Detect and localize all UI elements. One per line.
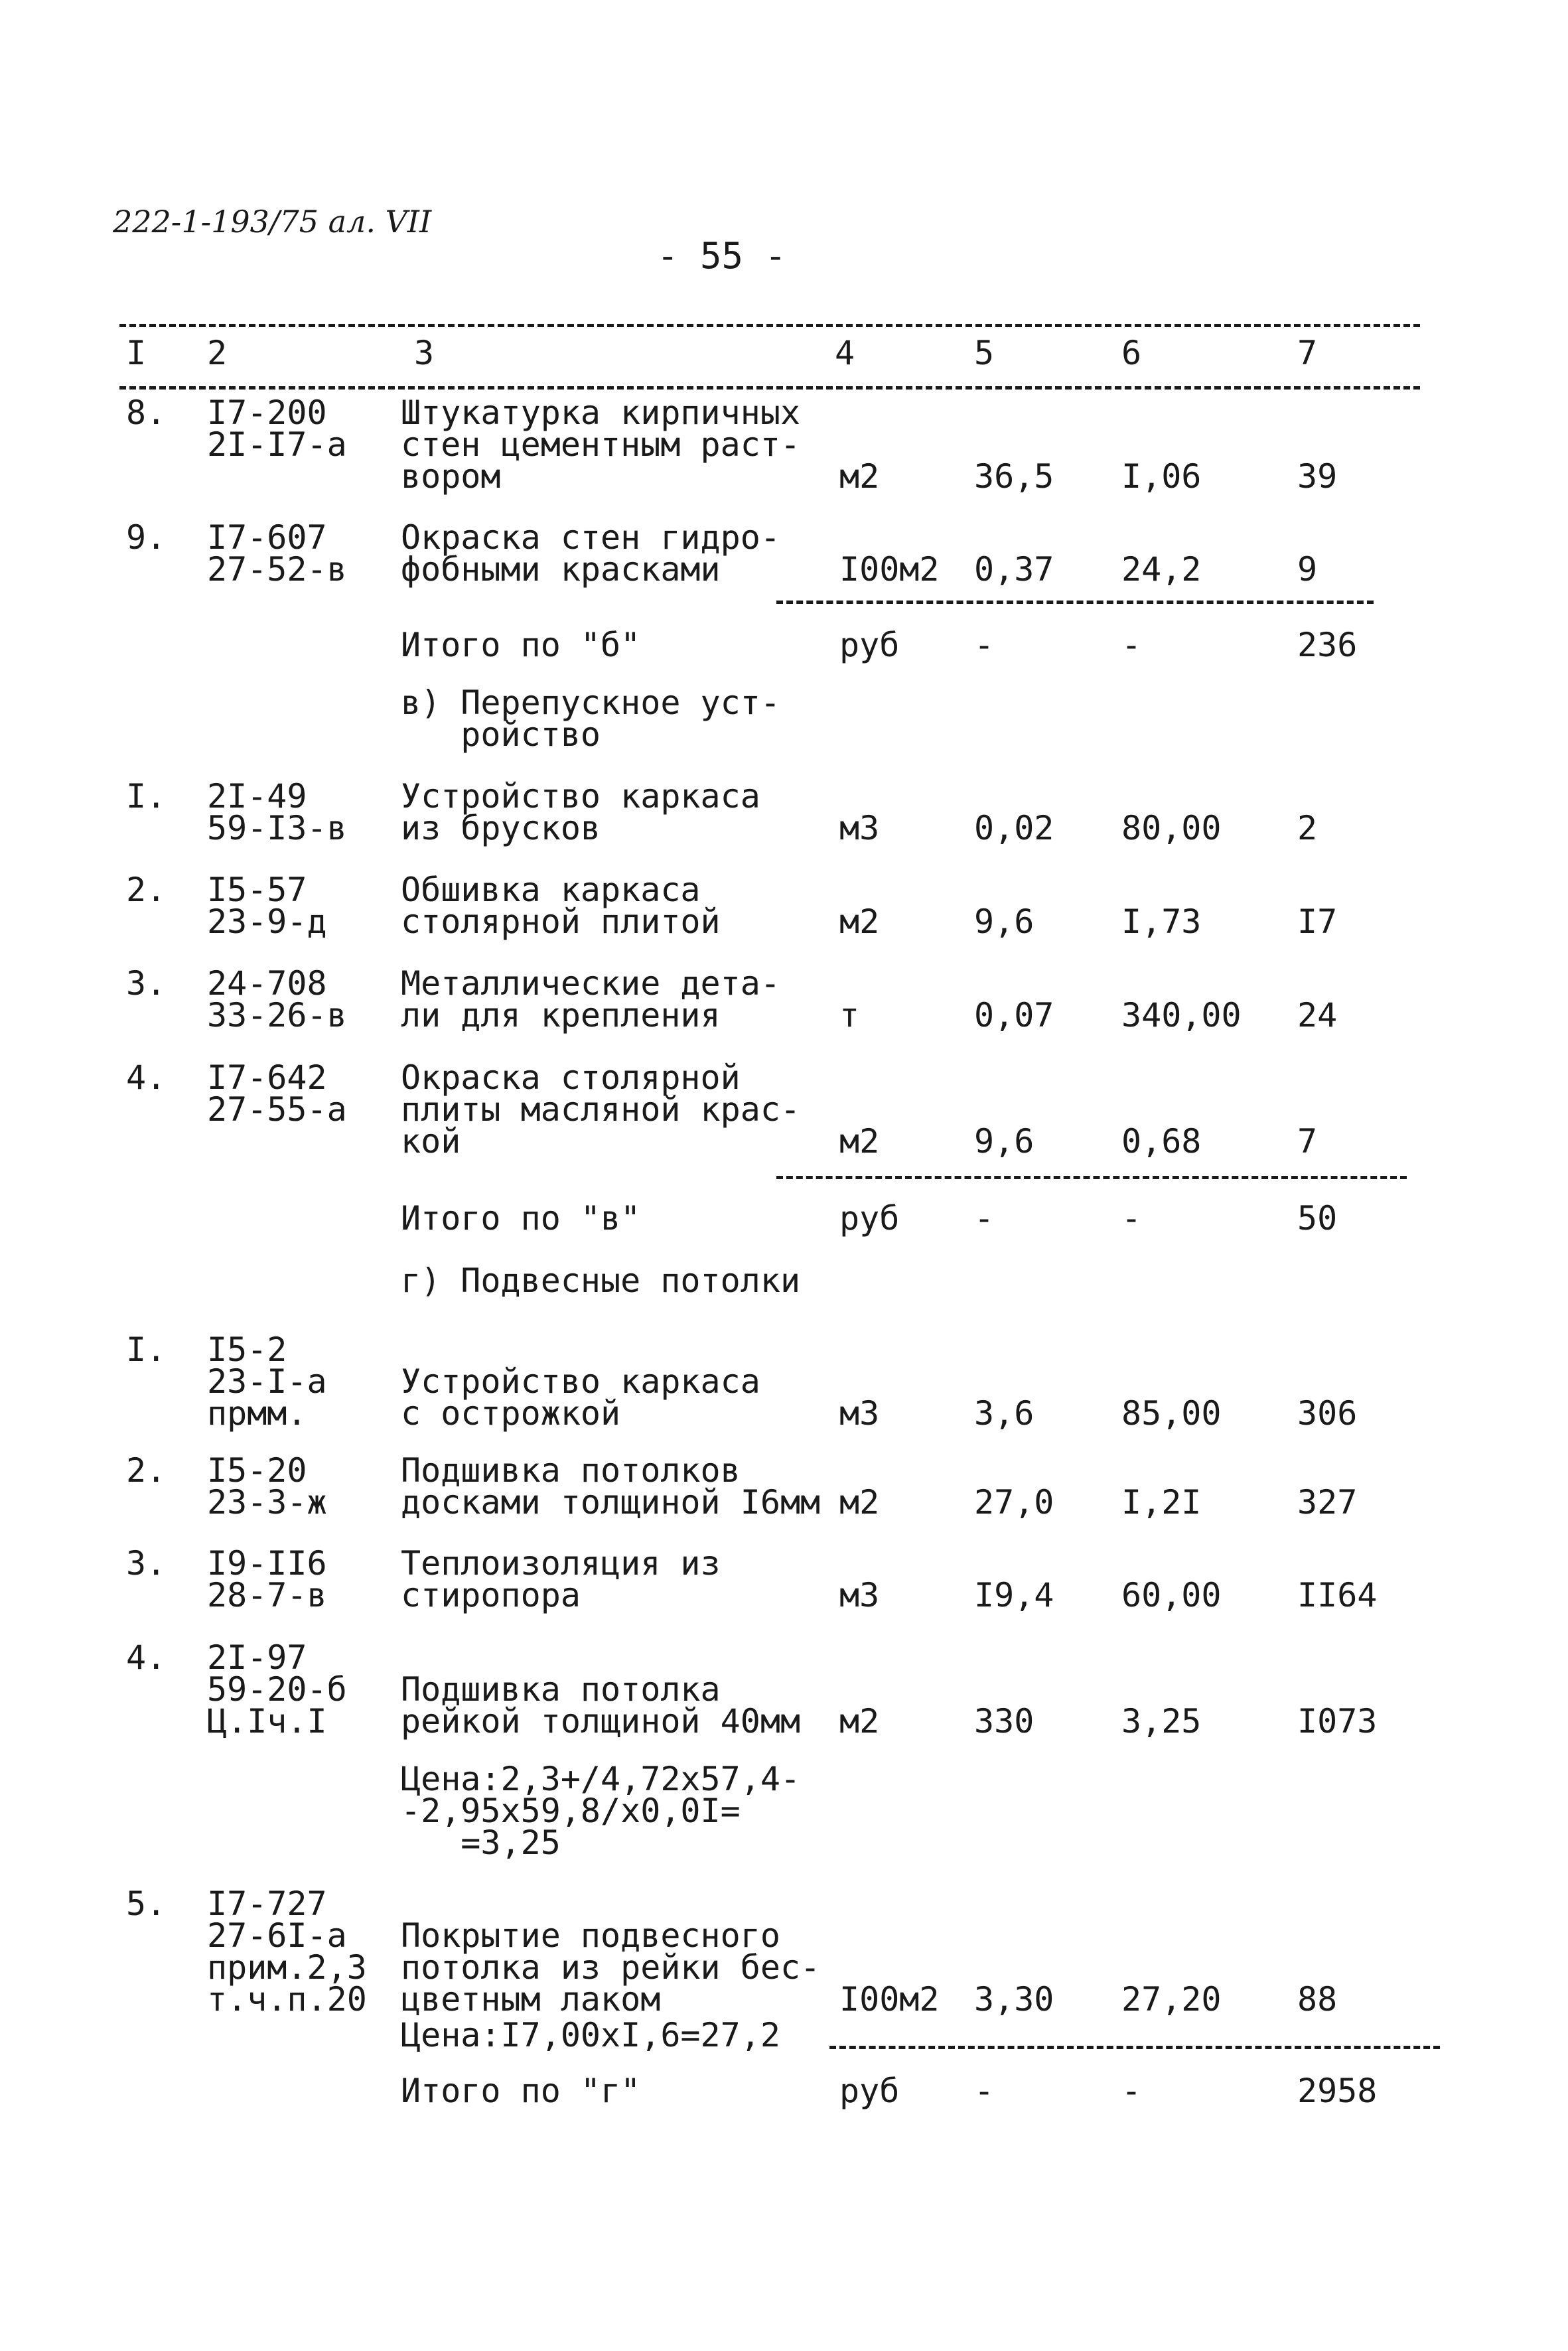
col-header-3: 3 <box>414 334 435 372</box>
row-quantity: 9,6 <box>974 902 1034 941</box>
row-description: Обшивка каркаса столярной плитой <box>401 871 721 941</box>
subtotal-rule-b <box>776 601 1374 604</box>
row-total: 24 <box>1297 996 1338 1034</box>
row-number: 3. <box>126 964 167 1003</box>
row-number: 8. <box>126 393 167 432</box>
row-total: I073 <box>1297 1702 1378 1741</box>
row-total: 236 <box>1297 626 1358 664</box>
row-unit-price: 85,00 <box>1121 1394 1222 1433</box>
row-unit: т <box>839 996 860 1034</box>
row-description: Окраска столярной плиты масляной крас- кой <box>401 1058 801 1161</box>
col-header-7: 7 <box>1297 334 1318 372</box>
row-description: Покрытие подвесного потолка из рейки бес- цветным лаком <box>401 1916 821 2019</box>
row-unit: I00м2 <box>839 1980 940 2019</box>
row-number: 4. <box>126 1638 167 1677</box>
row-quantity: 27,0 <box>974 1483 1054 1522</box>
row-description: г) Подвесные потолки <box>401 1261 801 1300</box>
row-quantity: - <box>974 626 995 664</box>
row-unit-price: I,2I <box>1121 1483 1202 1522</box>
row-quantity: 3,6 <box>974 1394 1034 1433</box>
row-codes: I7-200 2I-I7-а <box>207 393 347 464</box>
row-total: 306 <box>1297 1394 1358 1433</box>
row-codes: 2I-97 59-20-б Ц.Iч.I <box>207 1638 347 1741</box>
col-header-2: 2 <box>207 334 228 372</box>
row-unit-price: 340,00 <box>1121 996 1242 1034</box>
row-description: Теплоизоляция из стиропора <box>401 1544 721 1614</box>
row-unit: м2 <box>839 1702 880 1741</box>
row-description: в) Перепускное уст- ройство <box>401 683 780 754</box>
row-unit-price: 0,68 <box>1121 1122 1202 1161</box>
row-total: 50 <box>1297 1199 1338 1238</box>
row-total: 9 <box>1297 550 1318 589</box>
row-unit: I00м2 <box>839 550 940 589</box>
page-number: - 55 - <box>657 235 787 277</box>
row-number: I. <box>126 1330 167 1369</box>
row-quantity: 0,37 <box>974 550 1054 589</box>
row-unit: м2 <box>839 457 880 496</box>
row-description: Штукатурка кирпичных стен цементным раст- вором <box>401 393 801 496</box>
row-unit: м3 <box>839 1576 880 1614</box>
row-codes: I5-2 23-I-а прмм. <box>207 1330 327 1433</box>
row-unit: руб <box>839 1199 900 1238</box>
row-unit-price: 24,2 <box>1121 550 1202 589</box>
row-codes: I7-727 27-6I-а прим.2,3 т.ч.п.20 <box>207 1885 367 2019</box>
row-description: Итого по "в" <box>401 1199 641 1238</box>
row-unit: руб <box>839 626 900 664</box>
row-unit-price: 3,25 <box>1121 1702 1202 1741</box>
row-description: Окраска стен гидро- фобными красками <box>401 518 780 589</box>
row-quantity: 9,6 <box>974 1122 1034 1161</box>
row-total: 327 <box>1297 1483 1358 1522</box>
row-codes: I7-642 27-55-а <box>207 1058 347 1129</box>
row-quantity: I9,4 <box>974 1576 1054 1614</box>
row-codes: I7-607 27-52-в <box>207 518 347 589</box>
row-description: Итого по "г" <box>401 2072 641 2110</box>
row-total: I7 <box>1297 902 1338 941</box>
row-total: 7 <box>1297 1122 1318 1161</box>
row-number: I. <box>126 777 167 816</box>
row-unit: м3 <box>839 1394 880 1433</box>
subtotal-rule-g <box>829 2046 1440 2049</box>
row-unit-price: I,73 <box>1121 902 1202 941</box>
header-bottom-rule <box>119 386 1420 390</box>
row-total: II64 <box>1297 1576 1378 1614</box>
row-description: Подшивка потолка рейкой толщиной 40мм <box>401 1670 801 1741</box>
row-quantity: 3,30 <box>974 1980 1054 2019</box>
row-quantity: 330 <box>974 1702 1034 1741</box>
row-total: 2 <box>1297 809 1318 847</box>
row-description: Металлические дета- ли для крепления <box>401 964 780 1034</box>
row-unit-price: I,06 <box>1121 457 1202 496</box>
row-codes: I9-II6 28-7-в <box>207 1544 327 1614</box>
header-top-rule <box>119 324 1420 327</box>
row-quantity: 0,07 <box>974 996 1054 1034</box>
row-number: 2. <box>126 871 167 909</box>
row-unit-price: - <box>1121 1199 1142 1238</box>
row-codes: 24-708 33-26-в <box>207 964 347 1034</box>
col-header-4: 4 <box>835 334 855 372</box>
row-quantity: 36,5 <box>974 457 1054 496</box>
row-unit-price: 80,00 <box>1121 809 1222 847</box>
row-total: 39 <box>1297 457 1338 496</box>
row-unit-price: 60,00 <box>1121 1576 1222 1614</box>
row-quantity: 0,02 <box>974 809 1054 847</box>
row-codes: 2I-49 59-I3-в <box>207 777 347 847</box>
row-unit-price: 27,20 <box>1121 1980 1222 2019</box>
row-description: Устройство каркаса с острожкой <box>401 1362 760 1433</box>
row-quantity: - <box>974 2072 995 2110</box>
row-quantity: - <box>974 1199 995 1238</box>
row-total: 2958 <box>1297 2072 1378 2110</box>
subtotal-rule-v <box>776 1176 1407 1179</box>
col-header-6: 6 <box>1121 334 1142 372</box>
row-unit: м2 <box>839 902 880 941</box>
row-description: Подшивка потолков досками толщиной I6мм <box>401 1451 821 1522</box>
row-unit: руб <box>839 2072 900 2110</box>
row-number: 9. <box>126 518 167 557</box>
row-description: Цена:I7,00хI,6=27,2 <box>401 2016 780 2054</box>
document-code: 222-1-193/75 ал. VII <box>113 204 432 240</box>
row-unit: м2 <box>839 1122 880 1161</box>
row-unit-price: - <box>1121 626 1142 664</box>
row-codes: I5-20 23-3-ж <box>207 1451 327 1522</box>
row-number: 2. <box>126 1451 167 1490</box>
row-number: 3. <box>126 1544 167 1583</box>
row-unit: м2 <box>839 1483 880 1522</box>
row-description: Устройство каркаса из брусков <box>401 777 760 847</box>
row-total: 88 <box>1297 1980 1338 2019</box>
row-number: 4. <box>126 1058 167 1097</box>
row-unit-price: - <box>1121 2072 1142 2110</box>
row-description: Цена:2,3+/4,72х57,4- -2,95х59,8/х0,0I= =3,25 <box>401 1760 801 1862</box>
row-codes: I5-57 23-9-д <box>207 871 327 941</box>
row-description: Итого по "б" <box>401 626 641 664</box>
col-header-5: 5 <box>974 334 995 372</box>
row-unit: м3 <box>839 809 880 847</box>
col-header-1: I <box>126 334 147 372</box>
row-number: 5. <box>126 1885 167 1923</box>
